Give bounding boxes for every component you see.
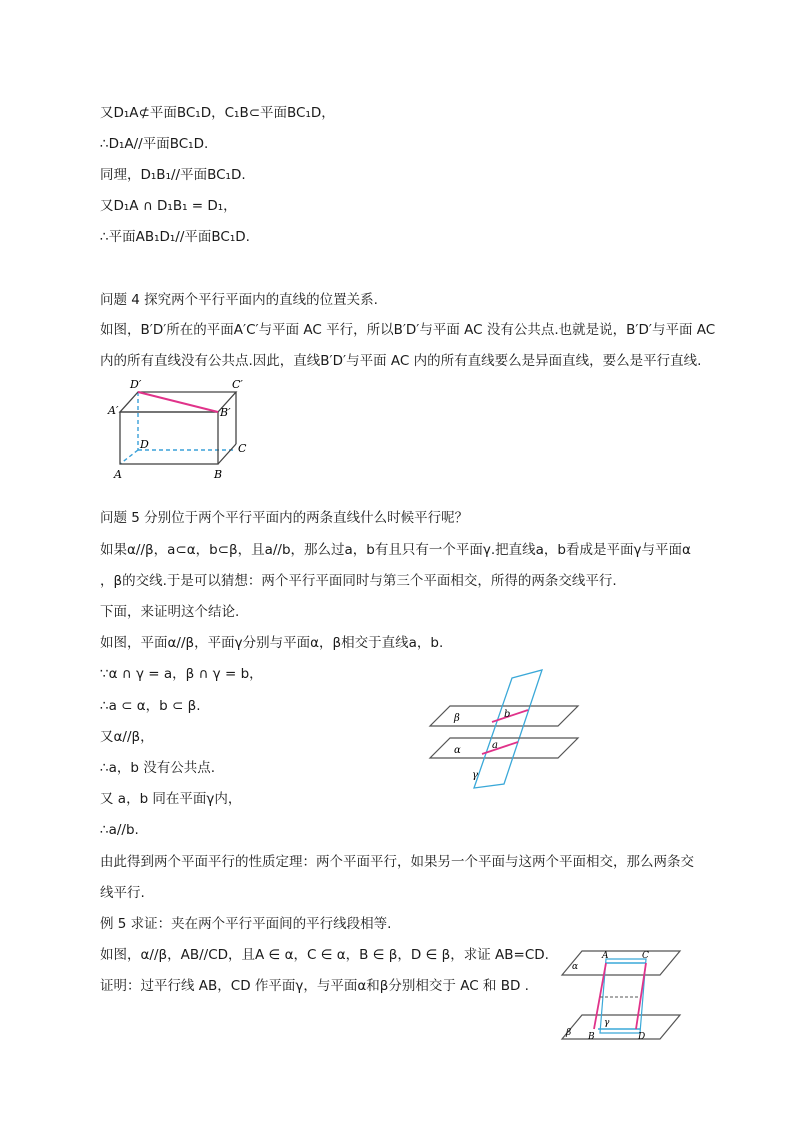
label-alpha-example: α [572,962,579,972]
text-line-18: 又 a，b 同在平面γ内， [100,791,242,807]
label-b-line: b [504,709,511,720]
plane-beta-bottom [562,1015,680,1039]
text-line-4: 又D₁A ∩ D₁B₁ = D₁， [100,198,237,214]
text-line-24: 证明：过平行线 AB，CD 作平面γ，与平面α和β分别相交于 AC 和 BD . [100,978,529,994]
label-point-b: B [588,1032,595,1042]
plane-alpha [430,738,578,758]
cube-figure [110,378,250,486]
text-line-17: ∴a，b 没有公共点. [100,760,216,776]
text-line-1: 又D₁A⊄平面BC₁D，C₁B⊂平面BC₁D， [100,105,335,121]
text-line-14: ∵α ∩ γ = a，β ∩ γ = b， [100,666,263,682]
text-line-10: 如果α//β，a⊂α，b⊂β，且a//b，那么过a，b有且只有一个平面γ.把直线a，b看成是平面γ与平面α [100,542,691,558]
label-d: D [140,438,149,451]
text-line-5: ∴平面AB₁D₁//平面BC₁D. [100,229,250,245]
text-line-15: ∴a ⊂ α，b ⊂ β. [100,698,201,714]
label-b-prime: B′ [220,406,231,419]
label-point-c: C [642,951,649,961]
label-c: C [238,442,247,455]
text-line-8: 内的所有直线没有公共点.因此，直线B′D′与平面 AC 内的所有直线要么是异面直线，要么是平行直线. [100,353,702,369]
diagonal-bd-prime [138,392,218,412]
text-line-2: ∴D₁A//平面BC₁D. [100,136,209,152]
text-line-23: 如图，α//β，AB//CD，且A ∈ α，C ∈ α，B ∈ β，D ∈ β，求证 AB=CD. [100,947,549,963]
example-5-figure [560,945,682,1043]
label-d-prime: D′ [130,378,142,391]
cube-hidden-edge-left [120,450,138,464]
cube-front-face [120,412,218,464]
text-line-3: 同理，D₁B₁//平面BC₁D. [100,167,246,183]
label-a-line: a [492,740,498,751]
label-a-prime: A′ [108,404,119,417]
text-line-20: 由此得到两个平面平行的性质定理：两个平面平行，如果另一个平面与这两个平面相交，那么两条交 [100,854,694,870]
question-5-heading: 问题 5 分别位于两个平行平面内的两条直线什么时候平行呢？ [100,510,469,526]
label-c-prime: C′ [232,378,243,391]
label-beta: β [454,713,460,724]
label-b: B [214,468,223,481]
label-alpha: α [454,745,461,756]
text-line-21: 线平行. [100,885,145,901]
question-4-heading: 问题 4 探究两个平行平面内的直线的位置关系. [100,292,378,308]
text-line-16: 又α//β， [100,729,154,745]
label-beta-example: β [566,1028,572,1038]
plane-gamma [474,670,542,788]
label-a: A [114,468,122,481]
text-line-7: 如图，B′D′所在的平面A′C′与平面 AC 平行，所以B′D′与平面 AC 没有公共点.也就是说，B′D′与平面 AC [100,322,716,338]
parallel-planes-figure [428,668,580,790]
label-point-d: D [638,1032,646,1042]
label-gamma-example: γ [604,1018,610,1028]
label-point-a: A [602,951,609,961]
text-line-12: 下面，来证明这个结论. [100,604,240,620]
example-5-heading: 例 5 求证：夹在两个平行平面间的平行线段相等. [100,916,392,932]
text-line-19: ∴a//b. [100,822,139,838]
text-line-11: ，β的交线.于是可以猜想：两个平行平面同时与第三个平面相交，所得的两条交线平行. [100,573,617,589]
label-gamma: γ [472,770,478,781]
text-line-13: 如图，平面α//β，平面γ分别与平面α，β相交于直线a，b. [100,635,444,651]
